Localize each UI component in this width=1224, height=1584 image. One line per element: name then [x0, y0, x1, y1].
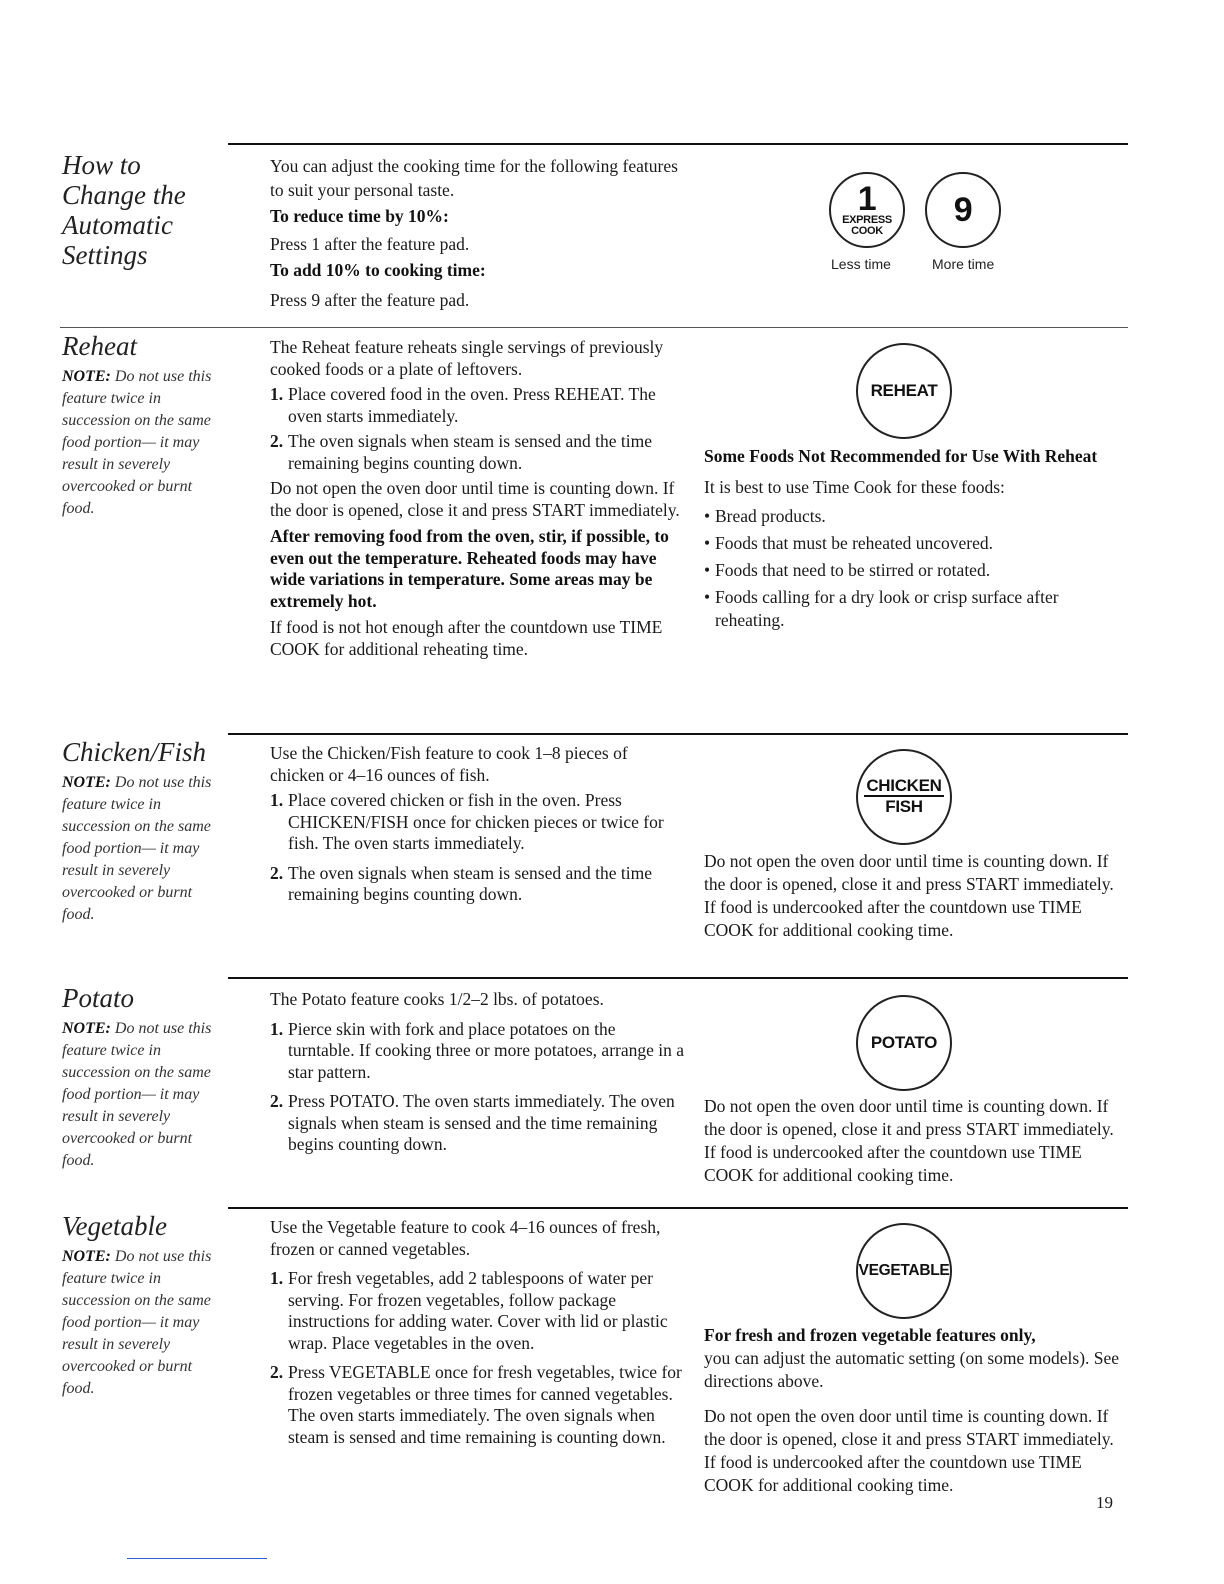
vegetable-steps [270, 1268, 685, 1448]
chicken-intro: Use the Chicken/Fish feature to cook 1–8 pieces of chicken or 4–16 ounces of fish. [270, 743, 628, 785]
section-divider-reheat [60, 327, 1128, 328]
reheat-intro: The Reheat feature reheats single servings of previously cooked foods or a plate of leftovers. [270, 337, 664, 379]
chicken-side [704, 850, 1124, 942]
vegetable-step-1-text: For fresh vegetables, add 2 tablespoons of water per serving. For frozen vegetables, follow package instructions for adding water. Cover with lid or plastic wrap. Place vegetables in the oven. [288, 1268, 668, 1353]
section-divider-top [228, 143, 1128, 145]
chicken-step-2 [270, 863, 685, 906]
reheat-text [270, 337, 685, 660]
chicken-fish-button-icon [856, 749, 952, 845]
vegetable-step-2 [270, 1362, 685, 1448]
chicken-step-2-text: The oven signals when steam is sensed and the time remaining begins counting down. [288, 862, 653, 904]
potato-note [62, 1018, 227, 1172]
potato-step-1 [270, 1019, 685, 1084]
reheat-step-1-text: Place covered food in the oven. Press REHEAT. The oven starts immediately. [288, 384, 656, 426]
fresh-frozen-text: you can adjust the automatic setting (on some models). See directions above. [704, 1348, 1120, 1391]
footer-divider [127, 1558, 267, 1559]
potato-step-1-num: 1. [270, 1018, 284, 1039]
more-time-caption: More time [932, 256, 995, 272]
vegetable-side [704, 1324, 1124, 1497]
reheat-not-hot: If food is not hot enough after the countdown use TIME COOK for additional reheating time. [270, 617, 663, 659]
digit-9: 9 [953, 191, 973, 229]
digit-1: 1 [857, 180, 877, 218]
vegetable-step-1 [270, 1268, 685, 1354]
reheat-button-label: REHEAT [870, 381, 938, 400]
section-title-chicken: Chicken/Fish [62, 737, 206, 767]
potato-intro: The Potato feature cooks 1/2–2 lbs. of potatoes. [270, 989, 604, 1009]
vegetable-note-text: Do not use this feature twice in succession on the same food portion— it may result in severely overcooked or burnt food. [62, 1248, 212, 1397]
not-recommended-heading: Some Foods Not Recommended for Use With Reheat [704, 446, 1098, 466]
potato-button-icon [856, 995, 952, 1091]
reheat-step-1-num: 1. [270, 384, 284, 404]
vegetable-note [62, 1246, 227, 1400]
title-line-3: Automatic [62, 210, 173, 240]
chicken-step-1-num: 1. [270, 790, 284, 810]
adjust-intro: You can adjust the cooking time for the following features to suit your personal taste. [270, 156, 678, 200]
vegetable-step-2-num: 2. [270, 1362, 284, 1382]
not-recommended-intro: It is best to use Time Cook for these foods: [704, 477, 1005, 497]
vegetable-text [270, 1217, 685, 1452]
reduce-heading: To reduce time by 10%: [270, 206, 449, 226]
list-item: • Foods that need to be stirred or rotated. [704, 559, 1124, 582]
section-title-vegetable: Vegetable [62, 1211, 167, 1241]
less-time-caption: Less time [831, 256, 891, 272]
vegetable-button-label: VEGETABLE [858, 1262, 950, 1279]
not-recommended-list [704, 505, 1124, 632]
section-divider-vegetable [228, 1207, 1128, 1209]
vegetable-door-text: Do not open the oven door until time is counting down. If the door is opened, close it and press START immediately. If food is undercooked after the countdown use TIME COOK for additional cooking time. [704, 1406, 1114, 1495]
page-number: 19 [1096, 1493, 1113, 1512]
chicken-note [62, 772, 227, 926]
adjust-text [270, 154, 685, 312]
title-line-1: How to [62, 150, 141, 180]
reheat-step-1 [270, 384, 685, 427]
reheat-step-2-text: The oven signals when steam is sensed and the time remaining begins counting down. [288, 431, 653, 473]
vegetable-step-1-num: 1. [270, 1268, 284, 1288]
reheat-side [704, 445, 1124, 636]
reheat-warning: After removing food from the oven, stir, if possible, to even out the temperature. Reheated foods may have wide variations in temperature. Some areas may be extremely hot. [270, 526, 669, 611]
fish-button-label: FISH [885, 797, 923, 816]
cook-label: COOK [851, 225, 883, 237]
list-item: • Foods calling for a dry look or crisp surface after reheating. [704, 586, 1124, 632]
reheat-note-label: NOTE: [62, 368, 111, 385]
add-text: Press 9 after the feature pad. [270, 290, 470, 310]
vegetable-note-label: NOTE: [62, 1248, 111, 1265]
vegetable-step-2-text: Press VEGETABLE once for fresh vegetables, twice for frozen vegetables or three times for canned vegetables. The oven starts immediately. The oven signals when steam is sensed and time remaining is counting down. [288, 1362, 682, 1447]
potato-step-2 [270, 1091, 685, 1156]
title-line-2: Change the [62, 180, 186, 210]
reheat-step-2 [270, 431, 685, 474]
title-line-4: Settings [62, 240, 148, 270]
potato-side [704, 1095, 1124, 1187]
section-title-reheat: Reheat [62, 331, 137, 361]
potato-button-label: POTATO [870, 1033, 938, 1052]
reheat-note-text: Do not use this feature twice in succession on the same food portion— it may result in severely overcooked or burnt food. [62, 368, 212, 517]
vegetable-intro: Use the Vegetable feature to cook 4–16 ounces of fresh, frozen or canned vegetables. [270, 1217, 661, 1259]
reheat-door-text: Do not open the oven door until time is counting down. If the door is opened, close it and press START immediately. [270, 478, 680, 520]
chicken-step-1 [270, 790, 685, 855]
list-item: • Bread products. [704, 505, 1124, 528]
section-divider-chicken [228, 733, 1128, 735]
chicken-steps [270, 790, 685, 906]
reheat-button-icon [856, 343, 952, 439]
potato-step-2-num: 2. [270, 1091, 284, 1111]
potato-door-text: Do not open the oven door until time is counting down. If the door is opened, close it and press START immediately. If food is undercooked after the countdown use TIME COOK for additional cooking time. [704, 1096, 1114, 1185]
potato-step-1-text: Pierce skin with fork and place potatoes on the turntable. If cooking three or more potatoes, arrange in a star pattern. [288, 1018, 685, 1082]
section-title-potato: Potato [62, 983, 134, 1013]
chicken-text [270, 743, 685, 910]
section-divider-potato [228, 977, 1128, 979]
section-title-adjust [62, 150, 186, 270]
list-item: • Foods that must be reheated uncovered. [704, 532, 1124, 555]
potato-note-label: NOTE: [62, 1020, 111, 1037]
potato-text [270, 989, 685, 1160]
express-cook-1-button-icon [829, 172, 905, 248]
potato-step-2-text: Press POTATO. The oven starts immediately. The oven signals when steam is sensed and the time remaining begins counting down. [288, 1091, 675, 1154]
chicken-button-label: CHICKEN [866, 776, 942, 795]
express-label: EXPRESS [842, 214, 892, 226]
reheat-steps [270, 384, 685, 474]
add-heading: To add 10% to cooking time: [270, 260, 486, 280]
chicken-step-2-num: 2. [270, 862, 284, 883]
chicken-note-text: Do not use this feature twice in succession on the same food portion— it may result in severely overcooked or burnt food. [62, 774, 212, 923]
potato-steps [270, 1019, 685, 1156]
fresh-frozen-heading: For fresh and frozen vegetable features only, [704, 1325, 1036, 1345]
chicken-step-1-text: Place covered chicken or fish in the oven. Press CHICKEN/FISH once for chicken pieces or twice for fish. The oven starts immediately. [288, 790, 664, 853]
digit-9-button-icon [925, 172, 1001, 248]
chicken-note-label: NOTE: [62, 774, 111, 791]
reheat-step-2-num: 2. [270, 431, 284, 451]
potato-note-text: Do not use this feature twice in succession on the same food portion— it may result in severely overcooked or burnt food. [62, 1020, 212, 1169]
reheat-note [62, 366, 227, 520]
vegetable-button-icon [856, 1223, 952, 1319]
reduce-text: Press 1 after the feature pad. [270, 234, 470, 254]
chicken-door-text: Do not open the oven door until time is counting down. If the door is opened, close it and press START immediately. If food is undercooked after the countdown use TIME COOK for additional cooking time. [704, 851, 1114, 940]
